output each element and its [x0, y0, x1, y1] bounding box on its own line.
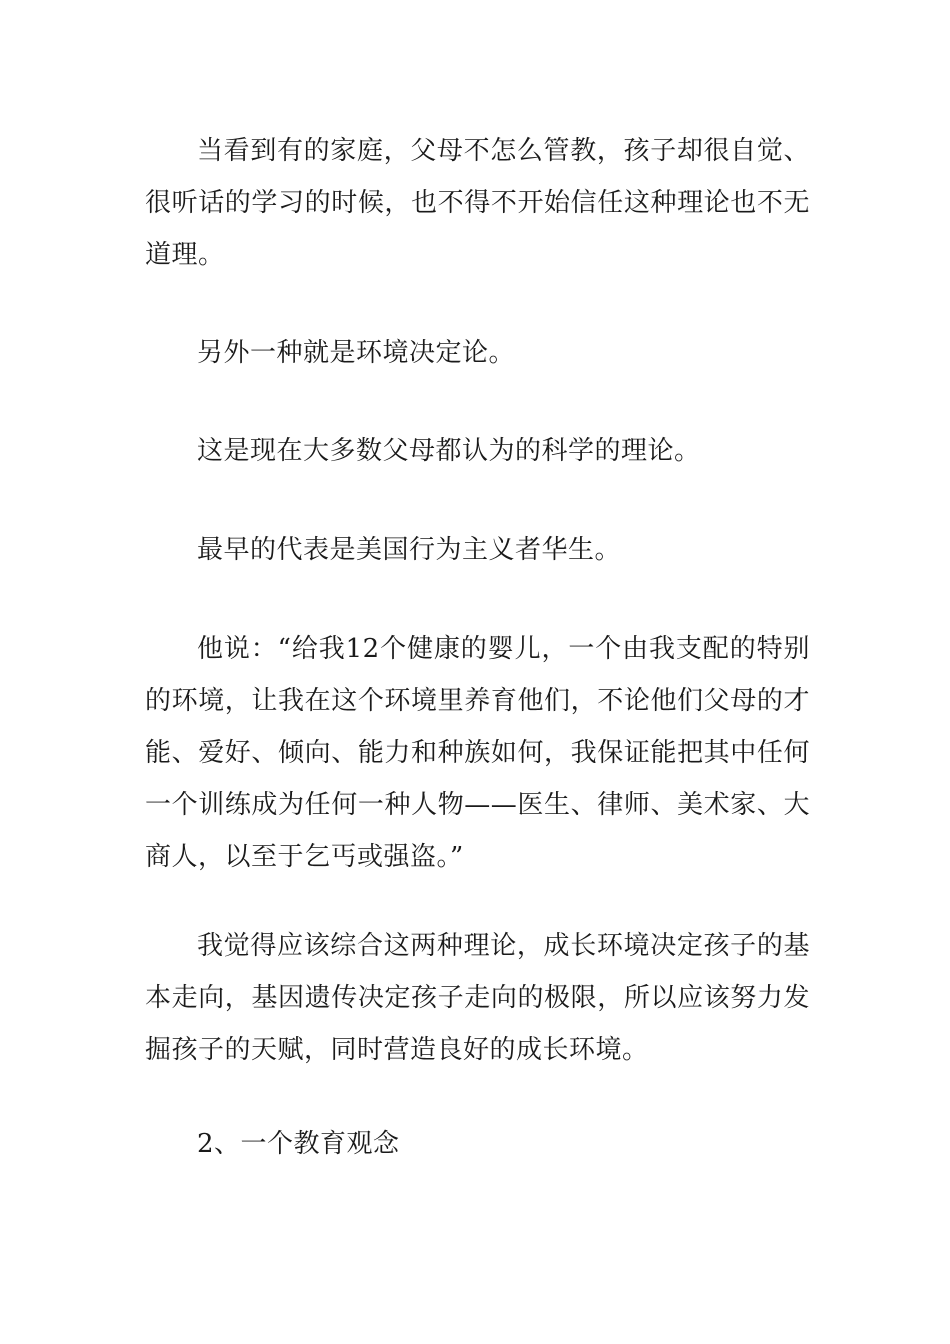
paragraph-scientific-theory: 这是现在大多数父母都认为的科学的理论。 [197, 436, 701, 466]
section-heading: 2、一个教育观念 [197, 1129, 400, 1159]
paragraph-watson-quote: 他说：“给我12个健康的婴儿，一个由我支配的特别的环境，让我在这个环境里养育他们，不论他们父母的才能、爱好、倾向、能力和种族如何，我保证能把其中任何一个训练成为任何一种人物——医生、律师、美术家、大商人，以至于乞丐或强盗。” [145, 634, 810, 872]
paragraph-author-opinion: 我觉得应该综合这两种理论，成长环境决定孩子的基本走向，基因遗传决定孩子走向的极限，所以应该努力发掘孩子的天赋，同时营造良好的成长环境。 [145, 931, 810, 1065]
paragraph-genetics-conclusion: 当看到有的家庭，父母不怎么管教，孩子却很自觉、很听话的学习的时候，也不得不开始信任这种理论也不无道理。 [145, 136, 810, 270]
paragraph-environment-theory: 另外一种就是环境决定论。 [197, 338, 516, 368]
paragraph-watson-representative: 最早的代表是美国行为主义者华生。 [197, 535, 622, 565]
